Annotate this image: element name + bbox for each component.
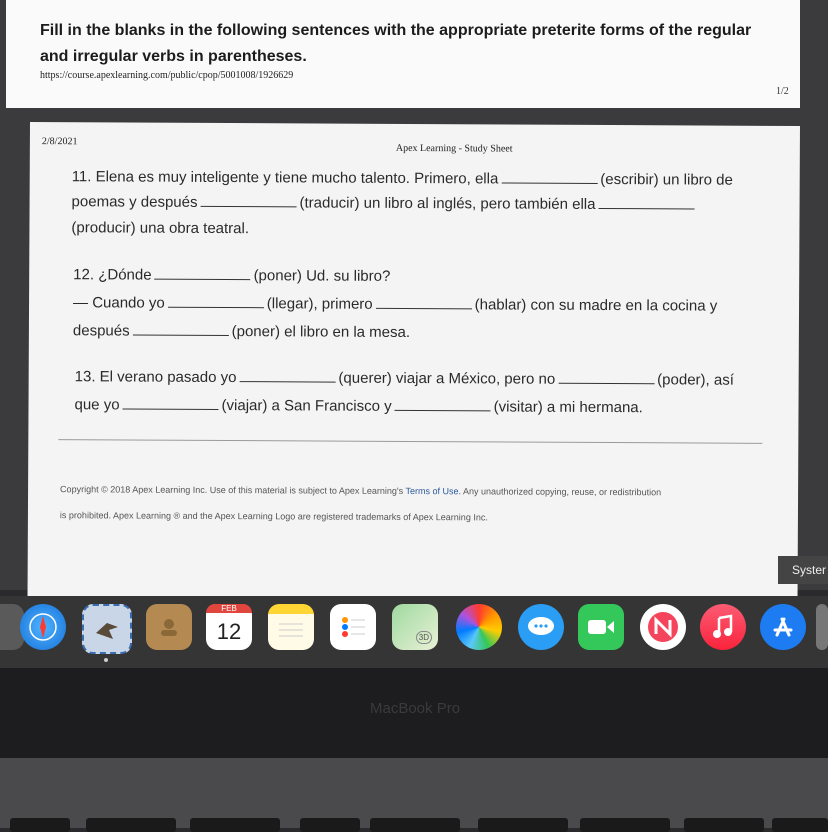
copyright-text: . Any unauthorized copying, reuse, or redistribution <box>458 486 662 498</box>
running-indicator <box>104 658 108 662</box>
q12-text: después <box>72 322 130 340</box>
laptop-model-label: MacBook Pro <box>370 700 461 717</box>
answer-blank[interactable] <box>133 321 229 337</box>
terms-of-use-link[interactable]: Terms of Use <box>405 485 459 497</box>
keyboard-key <box>86 818 176 832</box>
mail-stamp-icon[interactable] <box>82 604 132 654</box>
reminders-icon[interactable] <box>330 604 376 650</box>
notes-icon[interactable] <box>268 604 314 650</box>
document-page-1 <box>6 0 800 108</box>
print-date: 2/8/2021 <box>41 136 78 148</box>
answer-blank[interactable] <box>395 396 491 412</box>
answer-blank[interactable] <box>200 192 296 208</box>
q11-line2 <box>72 191 698 213</box>
calendar-icon[interactable] <box>206 604 252 650</box>
q11-line3 <box>71 219 249 237</box>
maps-icon[interactable] <box>392 604 438 650</box>
q11-verb: (escribir) un libro de <box>600 170 733 189</box>
messages-icon[interactable] <box>518 604 564 650</box>
facetime-icon[interactable] <box>578 604 624 650</box>
q12-verb: (poner) el libro en la mesa. <box>231 323 411 341</box>
news-n-icon <box>647 611 679 643</box>
q12-line2 <box>73 292 717 314</box>
music-icon[interactable] <box>700 604 746 650</box>
system-notification[interactable]: Syster <box>778 556 828 584</box>
dock <box>0 596 828 668</box>
q12-text: — Cuando yo <box>73 294 165 312</box>
q13-line2 <box>74 394 642 416</box>
news-icon[interactable] <box>640 604 686 650</box>
keyboard-key <box>190 818 280 832</box>
q11-text: poemas y después <box>71 193 198 211</box>
q13-text: que yo <box>74 396 120 414</box>
answer-blank[interactable] <box>123 394 219 410</box>
source-url[interactable]: https://course.apexlearning.com/public/cpop/5001008/1926629 <box>40 70 294 81</box>
keyboard-key <box>772 818 828 832</box>
q13-verb: (viajar) a San Francisco y <box>221 397 392 415</box>
q12-verb: (poner) Ud. su libro? <box>253 267 391 285</box>
app-store-a-icon <box>769 613 797 641</box>
music-note-icon <box>711 614 735 640</box>
page-number: 1/2 <box>776 86 789 97</box>
q13-verb: (visitar) a mi hermana. <box>493 398 643 417</box>
divider <box>58 439 762 444</box>
safari-icon[interactable] <box>20 604 66 650</box>
maps-3d-badge: 3D <box>416 631 432 644</box>
answer-blank[interactable] <box>558 369 654 385</box>
contacts-icon[interactable] <box>146 604 192 650</box>
answer-blank[interactable] <box>239 367 335 383</box>
checklist-icon <box>338 612 368 642</box>
chat-bubble-icon <box>526 615 556 639</box>
q11-line1 <box>72 166 733 188</box>
q13-verb: (poder), así <box>657 371 734 389</box>
q13-text: 13. El verano pasado yo <box>74 368 237 387</box>
keyboard-key <box>580 818 670 832</box>
q12-verb: (hablar) con su madre en la cocina y <box>474 296 718 315</box>
answer-blank[interactable] <box>376 294 472 310</box>
q12-verb: (llegar), primero <box>266 295 373 313</box>
answer-blank[interactable] <box>155 265 251 281</box>
keyboard-area <box>0 758 828 828</box>
copyright-line1 <box>60 484 661 497</box>
app-icon[interactable] <box>816 604 828 650</box>
calendar-month: FEB <box>206 604 252 613</box>
answer-blank[interactable] <box>168 293 264 309</box>
keyboard-key <box>300 818 360 832</box>
q13-line1 <box>75 366 734 388</box>
keyboard-key <box>10 818 70 832</box>
photos-icon[interactable] <box>456 604 502 650</box>
keyboard-key <box>370 818 460 832</box>
q12-line1 <box>73 264 390 285</box>
q11-text: 11. Elena es muy inteligente y tiene mucho talento. Primero, ella <box>71 168 499 188</box>
keyboard-key <box>684 818 764 832</box>
q11-verb: (producir) una obra teatral. <box>71 219 250 238</box>
copyright-line2: is prohibited. Apex Learning ® and the Apex Learning Logo are registered trademarks of Apex Learning Inc. <box>59 510 488 523</box>
q13-verb: (querer) viajar a México, pero no <box>338 369 556 388</box>
answer-blank[interactable] <box>501 168 597 184</box>
copyright-text: Copyright © 2018 Apex Learning Inc. Use of this material is subject to Apex Learning's <box>60 484 404 496</box>
app-store-icon[interactable] <box>760 604 806 650</box>
compass-icon <box>28 612 58 642</box>
keyboard-key <box>478 818 568 832</box>
sheet-title: Apex Learning - Study Sheet <box>395 142 513 155</box>
instructions-text: Fill in the blanks in the following sentences with the appropriate preterite forms of the regular and irregular verbs in parentheses. <box>40 22 752 65</box>
q12-line3 <box>73 320 410 341</box>
document-page-2 <box>28 122 800 602</box>
lines-icon <box>276 614 306 640</box>
video-camera-icon <box>586 617 616 637</box>
q12-text: 12. ¿Dónde <box>73 266 152 284</box>
answer-blank[interactable] <box>598 194 694 210</box>
q11-verb: (traducir) un libro al inglés, pero también ella <box>299 194 596 213</box>
calendar-day: 12 <box>216 619 242 644</box>
eagle-icon <box>93 615 121 643</box>
person-icon <box>157 615 181 639</box>
